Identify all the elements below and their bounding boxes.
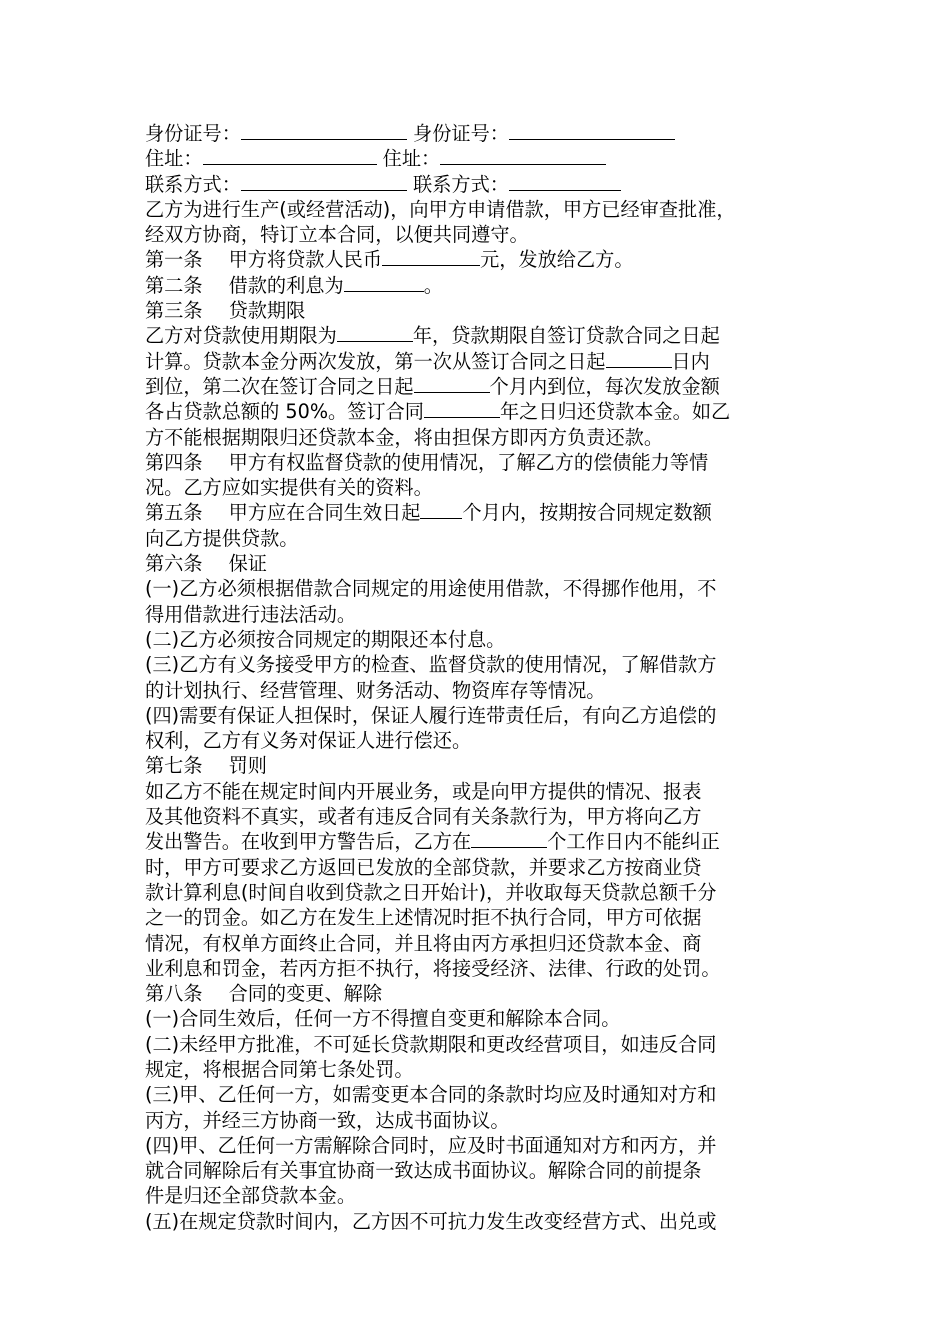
article-6-title: 保证 [228,552,267,576]
article-3-heading-row [145,298,807,323]
contact-blank-party-a [241,172,407,191]
article-7-line-1: 如乙方不能在规定时间内开展业务，或是向甲方提供的情况、报表 [145,779,702,803]
article-7-line-5: 款计算利息(时间自收到贷款之日开始计)，并收取每天贷款总额千分 [145,880,717,904]
article-3-line-1-a: 乙方对贷款使用期限为 [145,324,337,348]
article-1 [145,247,807,272]
article-3-line-4 [145,399,807,424]
article-7-heading: 第七条 [145,754,203,778]
article-4-line-1 [145,450,807,475]
article-8-p5-line-1: (五)在规定贷款时间内，乙方因不可抗力发生改变经营方式、出兑或 [145,1209,717,1233]
intro-line-2: 经双方协商，特订立本合同，以便共同遵守。 [145,223,529,247]
article-3-line-5: 方不能根据期限归还贷款本金，将由担保方即丙方负责还款。 [145,425,664,449]
workdays-blank [471,829,547,848]
article-1-heading: 第一条 [145,248,203,272]
article-3-line-4-a: 各占贷款总额的 50%。签订合同 [145,400,424,424]
contact-blank-party-b [509,172,621,191]
address-label-party-b: 住址： [382,147,441,171]
article-8-p2-line-1: (二)未经甲方批准，不可延长贷款期限和更改经营项目，如违反合同 [145,1032,717,1056]
article-8-p1: (一)合同生效后，任何一方不得擅自变更和解除本合同。 [145,1007,621,1031]
article-4-text: 甲方有权监督贷款的使用情况，了解乙方的偿债能力等情 [228,450,709,474]
article-6-p3-line-2: 的计划执行、经营管理、财务活动、物资库存等情况。 [145,678,606,702]
article-3-line-3 [145,374,807,399]
article-2-text-a: 借款的利息为 [228,273,344,297]
article-6-p1-line-1: (一)乙方必须根据借款合同规定的用途使用借款，不得挪作他用，不 [145,577,717,601]
id-label-party-a: 身份证号： [145,122,241,145]
article-5-text-b: 个月内，按期按合同规定数额 [462,501,712,525]
article-6-heading: 第六条 [145,552,203,576]
article-7-line-3-b: 个工作日内不能纠正 [547,830,720,854]
article-3-line-3-b: 个月内到位，每次发放金额 [489,374,720,398]
article-5-line-2: 向乙方提供贷款。 [145,526,299,550]
article-8-p3-line-1: (三)甲、乙任何一方，如需变更本合同的条款时均应及时通知对方和 [145,1083,717,1107]
address-row [145,146,807,171]
interest-blank [344,273,424,292]
address-blank-party-a [203,146,377,165]
article-3-heading: 第三条 [145,299,203,323]
article-3-line-4-b: 年之日归还贷款本金。如乙 [500,400,731,424]
article-2 [145,273,807,298]
article-1-text-b: 元，发放给乙方。 [480,248,634,272]
months-blank [420,500,462,519]
article-8-p3-line-2: 丙方，并经三方协商一致，达成书面协议。 [145,1108,510,1132]
address-label-party-a: 住址： [145,147,203,171]
contract-page [145,121,807,1234]
contact-row [145,172,807,197]
address-blank-party-b [440,146,606,165]
article-7-heading-row [145,753,807,778]
article-7-line-6: 之一的罚金。如乙方在发生上述情况时拒不执行合同，甲方可依据 [145,906,702,930]
id-label-party-b: 身份证号： [413,122,509,145]
article-6-p4-line-2: 权利，乙方有义务对保证人进行偿还。 [145,729,472,753]
contact-label-party-a: 联系方式： [145,172,241,196]
article-3-title: 贷款期限 [228,299,306,323]
article-6-p4-line-1: (四)需要有保证人担保时，保证人履行连带责任后，有向乙方追偿的 [145,703,717,727]
article-3-line-1 [145,323,807,348]
article-5-text-a: 甲方应在合同生效日起 [228,501,421,525]
intro-line-1: 乙方为进行生产(或经营活动)，向甲方申请借款，甲方已经审查批准， [145,197,736,221]
article-7-title: 罚则 [228,754,267,778]
id-blank-party-a [241,121,407,140]
article-6-p1-line-2: 得用借款进行违法活动。 [145,602,357,626]
article-5-line-1 [145,500,807,525]
article-8-p4-line-2: 就合同解除后有关事宜协商一致达成书面协议。解除合同的前提条 [145,1159,702,1183]
article-3-line-2-a: 计算。贷款本金分两次发放，第一次从签订合同之日起 [145,349,606,373]
article-3-line-2-b: 日内 [671,349,710,373]
article-6-p2: (二)乙方必须按合同规定的期限还本付息。 [145,627,506,651]
article-3-line-1-b: 年，贷款期限自签订贷款合同之日起 [412,324,720,348]
article-2-text-b: 。 [423,273,443,297]
article-4-heading: 第四条 [145,450,203,474]
article-7-line-4: 时，甲方可要求乙方返回已发放的全部贷款，并要求乙方按商业贷 [145,855,702,879]
article-6-heading-row [145,551,807,576]
id-blank-party-b [509,121,675,140]
loan-term-blank [337,323,413,342]
article-2-heading: 第二条 [145,273,203,297]
article-3-line-3-a: 到位，第二次在签订合同之日起 [145,374,414,398]
article-8-heading-row [145,981,807,1006]
article-7-line-7: 情况，有权单方面终止合同，并且将由丙方承担归还贷款本金、商 [145,931,702,955]
article-8-p4-line-1: (四)甲、乙任何一方需解除合同时，应及时书面通知对方和丙方，并 [145,1133,717,1157]
article-7-line-3-a: 发出警告。在收到甲方警告后，乙方在 [145,830,472,854]
article-6-p3-line-1: (三)乙方有义务接受甲方的检查、监督贷款的使用情况，了解借款方 [145,653,717,677]
article-7-line-8: 业利息和罚金，若丙方拒不执行，将接受经济、法律、行政的处罚。 [145,956,721,980]
article-4-line-2: 况。乙方应如实提供有关的资料。 [145,476,433,500]
article-8-p2-line-2: 规定，将根据合同第七条处罚。 [145,1057,414,1081]
article-7-line-2: 及其他资料不真实，或者有违反合同有关条款行为，甲方将向乙方 [145,805,702,829]
loan-amount-blank [382,247,480,266]
article-8-heading: 第八条 [145,982,203,1006]
second-disbursement-blank [414,374,490,393]
article-1-text-a: 甲方将贷款人民币 [228,248,383,272]
contact-label-party-b: 联系方式： [413,172,509,196]
repayment-year-blank [424,399,500,418]
article-8-title: 合同的变更、解除 [228,982,383,1006]
article-7-line-3 [145,829,807,854]
first-disbursement-blank [606,349,672,368]
article-8-p4-line-3: 件是归还全部贷款本金。 [145,1184,357,1208]
article-3-line-2 [145,349,807,374]
id-number-row [145,121,807,146]
article-5-heading: 第五条 [145,501,203,525]
